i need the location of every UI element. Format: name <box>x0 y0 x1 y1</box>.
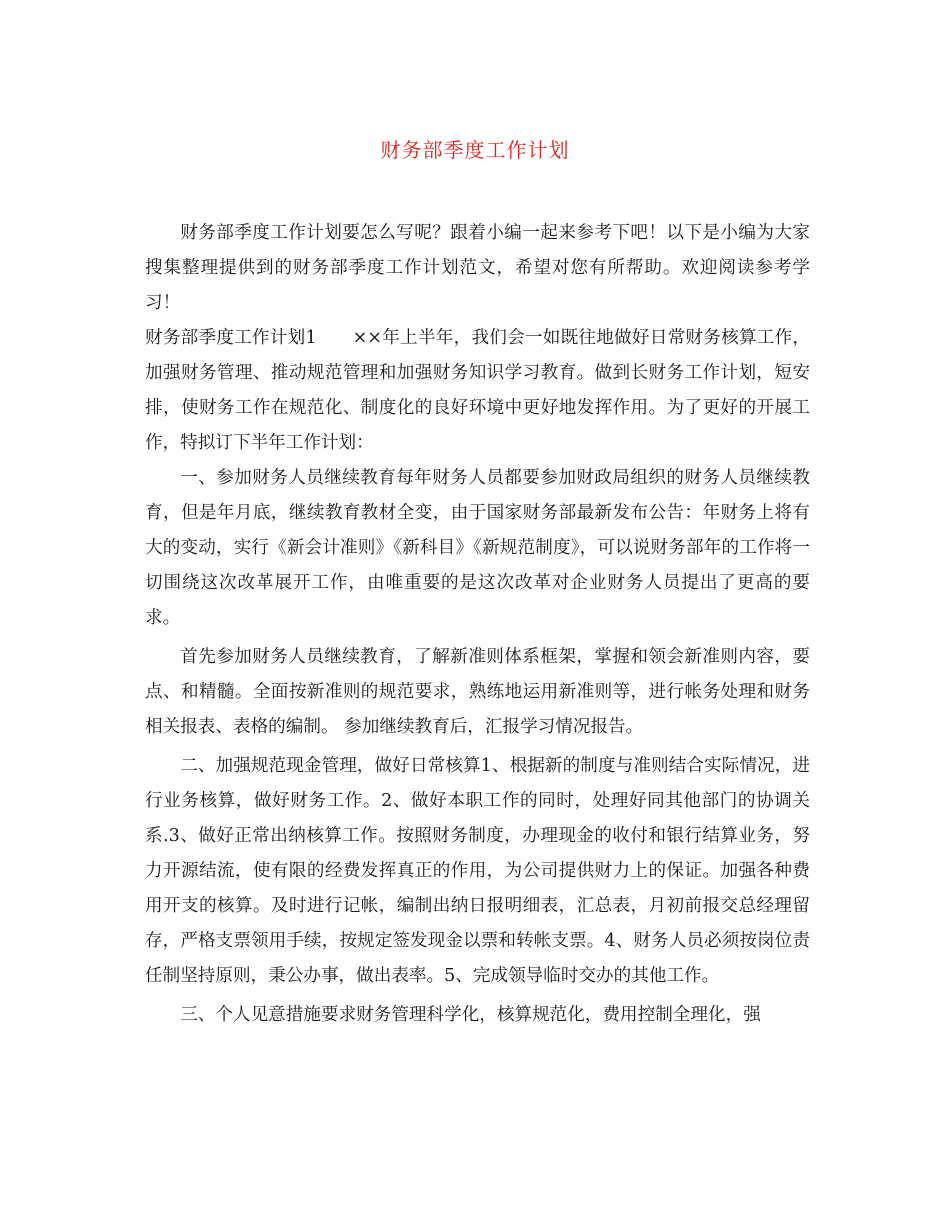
section-3-paragraph: 三、个人见意措施要求财务管理科学化，核算规范化，费用控制全理化，强 <box>180 1005 761 1025</box>
intro-paragraph: 财务部季度工作计划要怎么写呢？跟着小编一起来参考下吧！以下是小编为大家搜集整理提供到的财务部季度工作计划范文，希望对您有所帮助。欢迎阅读参考学习！ <box>145 223 810 313</box>
section-1-detail-paragraph: 首先参加财务人员继续教育，了解新准则体系框架，掌握和领会新准则内容，要点、和精髓。全面按新准则的规范要求，熟练地运用新准则等，进行帐务处理和财务相关报表、表格的编制。 参加继续教育后，汇报学习情况报告。 <box>145 647 810 737</box>
document-body <box>145 216 810 1033</box>
section-1-paragraph: 一、参加财务人员继续教育每年财务人员都要参加财政局组织的财务人员继续教育，但是年月底，继续教育教材全变，由于国家财务部最新发布公告：年财务上将有大的变动，实行《新会计准则》《新科目》《新规范制度》，可以说财务部年的工作将一切围绕这次改革展开工作，由唯重要的是这次改革对企业财务人员提出了更高的要求。 <box>145 468 810 628</box>
plan-1-paragraph: 财务部季度工作计划1 ××年上半年，我们会一如既往地做好日常财务核算工作，加强财务管理、推动规范管理和加强财务知识学习教育。做到长财务工作计划，短安排，使财务工作在规范化、制度化的良好环境中更好地发挥作用。为了更好的开展工作，特拟订下半年工作计划： <box>145 328 810 453</box>
document-title: 财务部季度工作计划 <box>380 138 570 162</box>
section-2-paragraph: 二、加强规范现金管理，做好日常核算1、根据新的制度与准则结合实际情况，进行业务核算，做好财务工作。2、做好本职工作的同时，处理好同其他部门的协调关系.3、做好正常出纳核算工作。按照财务制度，办理现金的收付和银行结算业务，努力开源结流，使有限的经费发挥真正的作用，为公司提供财力上的保证。加强各种费用开支的核算。及时进行记帐，编制出纳日报明细表，汇总表，月初前报交总经理留存，严格支票领用手续，按规定签发现金以票和转帐支票。4、财务人员必须按岗位责任制坚持原则，秉公办事，做出表率。5、完成领导临时交办的其他工作。 <box>145 756 810 986</box>
